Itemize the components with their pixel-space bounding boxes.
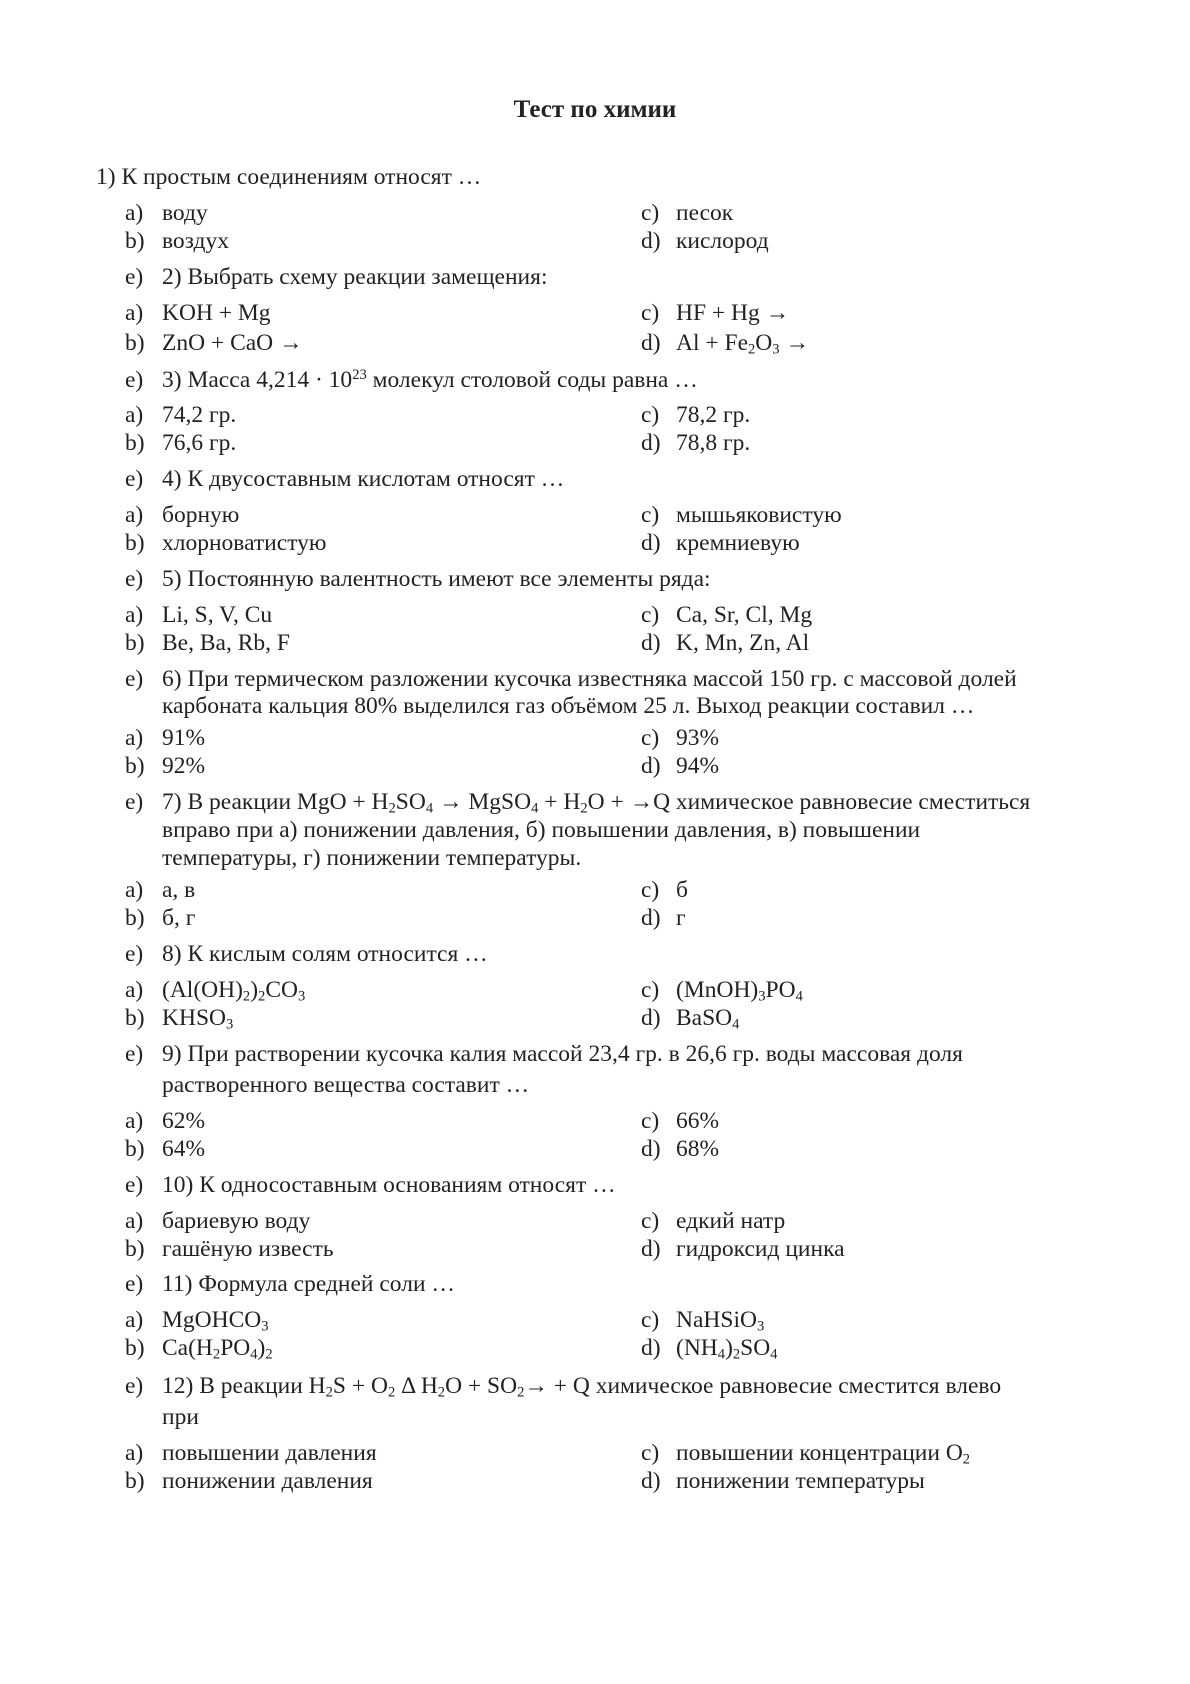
- option-d: $(NH_4)_2SO_4$: [676, 1335, 778, 1363]
- option-b: б, г: [162, 905, 196, 931]
- option-marker-b: b): [125, 1335, 145, 1361]
- question-text-line-1: 7) В реакции MgO + $H_2SO_4$ → MgSO$_4$ + $H_2O + \to Q$ химическое равновесие сместиться: [162, 789, 1031, 817]
- question-text-line-1: 12) В реакции $H_2S + O_2$ Δ $H_2O + SO_2\to + Q$ химическое равновесие сместится влево: [162, 1373, 1002, 1401]
- question-text: 10) К односоставным основаниям относят …: [162, 1172, 616, 1198]
- option-marker-e: e): [125, 1271, 144, 1297]
- option-marker-a: a): [125, 502, 144, 528]
- option-b: воздух: [162, 228, 230, 254]
- question-text-line-1: 6) При термическом разложении кусочка известняка массой 150 гр. с массовой долей: [162, 666, 1017, 692]
- option-marker-c: c): [641, 1440, 660, 1466]
- option-marker-b: b): [125, 430, 145, 456]
- option-marker-c: c): [641, 402, 660, 428]
- option-c: Ca, Sr, Cl, Mg: [676, 602, 813, 628]
- option-c: 93%: [676, 725, 720, 751]
- option-marker-b: b): [125, 530, 145, 556]
- option-marker-c: c): [641, 977, 660, 1003]
- option-c: б: [676, 877, 688, 903]
- option-marker-b: b): [125, 1236, 145, 1262]
- option-marker-a: a): [125, 1208, 144, 1234]
- question-text-line-2: карбоната кальция 80% выделился газ объёмом 25 л. Выход реакции составил …: [162, 693, 975, 719]
- option-marker-e: e): [125, 566, 144, 592]
- option-marker-c: c): [641, 502, 660, 528]
- option-marker-a: a): [125, 602, 144, 628]
- option-marker-d: d): [641, 430, 661, 456]
- option-b: 92%: [162, 753, 206, 779]
- question-text: 3) Масса $4,214 \cdot 10^{23}$ молекул столовой соды равна …: [162, 367, 698, 393]
- option-marker-a: a): [125, 725, 144, 751]
- option-marker-b: b): [125, 905, 145, 931]
- option-a: 74,2 гр.: [162, 402, 237, 428]
- option-marker-d: d): [641, 530, 661, 556]
- option-marker-e: e): [125, 789, 144, 815]
- option-marker-b: b): [125, 228, 145, 254]
- option-marker-d: d): [641, 753, 661, 779]
- option-b: 64%: [162, 1136, 206, 1162]
- question-text: 8) К кислым солям относится …: [162, 941, 488, 967]
- option-c: $(MnOH)_3PO_4$: [676, 977, 803, 1005]
- option-a: MgOHCO$_3$: [162, 1307, 269, 1335]
- option-c: повышении концентрации $O_2$: [676, 1440, 971, 1468]
- option-a: 62%: [162, 1108, 206, 1134]
- question-text: 2) Выбрать схему реакции замещения:: [162, 264, 548, 290]
- option-marker-c: c): [641, 602, 660, 628]
- option-marker-e: e): [125, 264, 144, 290]
- option-c: NaHSiO$_3$: [676, 1307, 765, 1335]
- question-number: 1): [96, 164, 116, 190]
- option-marker-a: a): [125, 300, 144, 326]
- question-text-line-2: при: [162, 1404, 199, 1430]
- option-d: гидроксид цинка: [676, 1236, 845, 1262]
- question-text: 5) Постоянную валентность имеют все элементы ряда:: [162, 566, 711, 592]
- option-marker-c: c): [641, 725, 660, 751]
- option-marker-e: e): [125, 941, 144, 967]
- option-b: хлорноватистую: [162, 530, 327, 556]
- option-marker-d: d): [641, 1335, 661, 1361]
- option-marker-d: d): [641, 228, 661, 254]
- option-d: 78,8 гр.: [676, 430, 751, 456]
- option-b: ZnO + CaO →: [162, 330, 303, 356]
- option-a: воду: [162, 200, 208, 226]
- option-c: HF + Hg →: [676, 300, 790, 326]
- option-marker-d: d): [641, 1468, 661, 1494]
- option-b: понижении давления: [162, 1468, 373, 1494]
- option-marker-b: b): [125, 1468, 145, 1494]
- option-d: кремниевую: [676, 530, 800, 556]
- option-marker-d: d): [641, 630, 661, 656]
- option-marker-b: b): [125, 630, 145, 656]
- option-marker-a: a): [125, 200, 144, 226]
- option-marker-c: c): [641, 200, 660, 226]
- option-a: борную: [162, 502, 240, 528]
- question-text: К простым соединениям относят …: [121, 164, 482, 190]
- question-1: [96, 162, 481, 192]
- option-b: гашёную известь: [162, 1236, 334, 1262]
- option-marker-e: e): [125, 466, 144, 492]
- option-d: 94%: [676, 753, 720, 779]
- question-text: 11) Формула средней соли …: [162, 1271, 455, 1297]
- option-marker-a: a): [125, 1307, 144, 1333]
- question-text-line-3: температуры, г) понижении температуры.: [162, 845, 582, 871]
- option-c: 66%: [676, 1108, 720, 1134]
- option-marker-d: d): [641, 1136, 661, 1162]
- option-marker-e: e): [125, 666, 144, 692]
- option-marker-b: b): [125, 1136, 145, 1162]
- option-d: г: [676, 905, 686, 931]
- option-d: $Al + Fe_2O_3$ →: [676, 330, 809, 358]
- option-marker-d: d): [641, 1005, 661, 1031]
- question-text: 4) К двусоставным кислотам относят …: [162, 466, 565, 492]
- option-marker-c: c): [641, 877, 660, 903]
- option-d: BaSO$_4$: [676, 1005, 740, 1033]
- option-c: песок: [676, 200, 734, 226]
- option-marker-a: a): [125, 402, 144, 428]
- option-marker-b: b): [125, 1005, 145, 1031]
- option-marker-c: c): [641, 300, 660, 326]
- option-marker-c: c): [641, 1208, 660, 1234]
- option-a: а, в: [162, 877, 196, 903]
- question-text-line-2: растворенного вещества составит …: [162, 1072, 530, 1098]
- option-a: бариевую воду: [162, 1208, 311, 1234]
- option-marker-e: e): [125, 1172, 144, 1198]
- option-marker-d: d): [641, 1236, 661, 1262]
- option-marker-a: a): [125, 877, 144, 903]
- option-marker-d: d): [641, 905, 661, 931]
- question-text-line-2: вправо при а) понижении давления, б) повышении давления, в) повышении: [162, 817, 921, 843]
- option-marker-e: e): [125, 1041, 144, 1067]
- option-c: 78,2 гр.: [676, 402, 751, 428]
- option-marker-e: e): [125, 1373, 144, 1399]
- option-d: 68%: [676, 1136, 720, 1162]
- option-c: мышьяковистую: [676, 502, 842, 528]
- option-a: KOH + Mg: [162, 300, 271, 326]
- option-marker-c: c): [641, 1108, 660, 1134]
- option-marker-b: b): [125, 330, 145, 356]
- option-a: $(Al(OH)_2)_2CO_3$: [162, 977, 306, 1005]
- option-c: едкий натр: [676, 1208, 786, 1234]
- option-a: повышении давления: [162, 1440, 377, 1466]
- option-d: K, Mn, Zn, Al: [676, 630, 810, 656]
- option-marker-a: a): [125, 1440, 144, 1466]
- option-b: Be, Ba, Rb, F: [162, 630, 290, 656]
- option-d: кислород: [676, 228, 769, 254]
- option-marker-c: c): [641, 1307, 660, 1333]
- option-b: $KHSO_3$: [162, 1005, 234, 1033]
- option-a: Li, S, V, Cu: [162, 602, 273, 628]
- option-marker-a: a): [125, 977, 144, 1003]
- option-marker-d: d): [641, 330, 661, 356]
- question-text-line-1: 9) При растворении кусочка калия массой 23,4 гр. в 26,6 гр. воды массовая доля: [162, 1041, 963, 1067]
- option-b: $Ca(H_2PO_4)_2$: [162, 1335, 273, 1363]
- option-a: 91%: [162, 725, 206, 751]
- option-d: понижении температуры: [676, 1468, 925, 1494]
- page-title: Тест по химии: [513, 96, 677, 123]
- option-marker-b: b): [125, 753, 145, 779]
- option-marker-e: e): [125, 367, 144, 393]
- option-marker-a: a): [125, 1108, 144, 1134]
- option-b: 76,6 гр.: [162, 430, 237, 456]
